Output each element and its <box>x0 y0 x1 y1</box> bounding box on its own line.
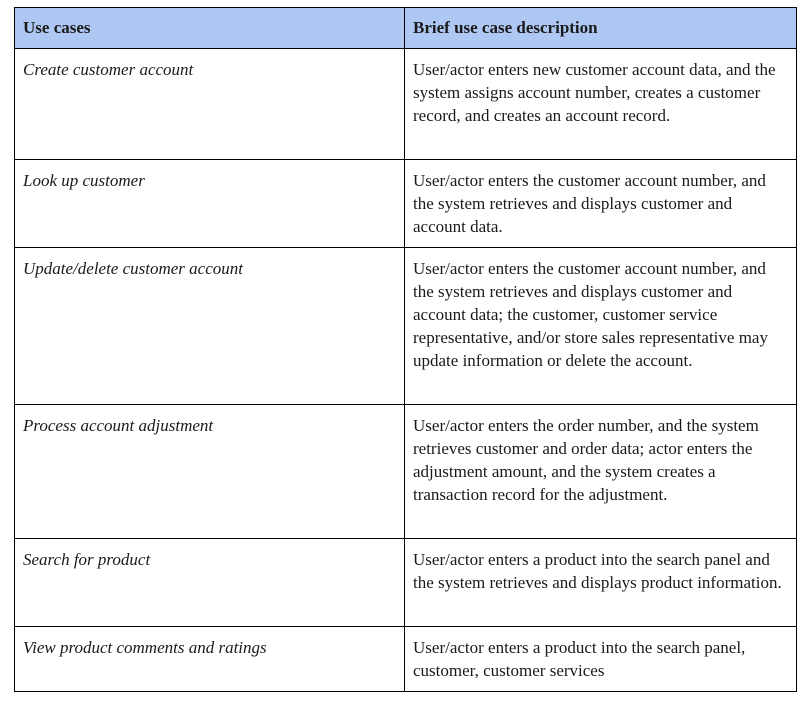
use-case-table <box>14 7 797 692</box>
use-case-description: User/actor enters the order number, and the system retrieves customer and order data; actor enters the adjustment amount, and the system creates a transaction record for the adjustment. <box>405 405 797 539</box>
header-use-cases: Use cases <box>15 8 405 49</box>
table-row <box>15 160 797 248</box>
use-case-name: Update/delete customer account <box>15 248 405 405</box>
use-case-name: View product comments and ratings <box>15 627 405 692</box>
use-case-description: User/actor enters the customer account number, and the system retrieves and displays customer and account data. <box>405 160 797 248</box>
use-case-description: User/actor enters a product into the search panel and the system retrieves and displays product information. <box>405 539 797 627</box>
table-row <box>15 405 797 539</box>
use-case-description: User/actor enters new customer account data, and the system assigns account number, creates a customer record, and creates an account record. <box>405 49 797 160</box>
use-case-name: Search for product <box>15 539 405 627</box>
table-row <box>15 627 797 692</box>
use-case-name: Create customer account <box>15 49 405 160</box>
use-case-description: User/actor enters a product into the search panel, customer, customer services <box>405 627 797 692</box>
table-row <box>15 539 797 627</box>
header-description: Brief use case description <box>405 8 797 49</box>
header-row <box>15 8 797 49</box>
use-case-description: User/actor enters the customer account number, and the system retrieves and displays customer and account data; the customer, customer service representative, and/or store sales representative may update information or delete the account. <box>405 248 797 405</box>
table-row <box>15 49 797 160</box>
table-row <box>15 248 797 405</box>
use-case-name: Look up customer <box>15 160 405 248</box>
table-body <box>15 49 797 692</box>
table-header <box>15 8 797 49</box>
use-case-name: Process account adjustment <box>15 405 405 539</box>
